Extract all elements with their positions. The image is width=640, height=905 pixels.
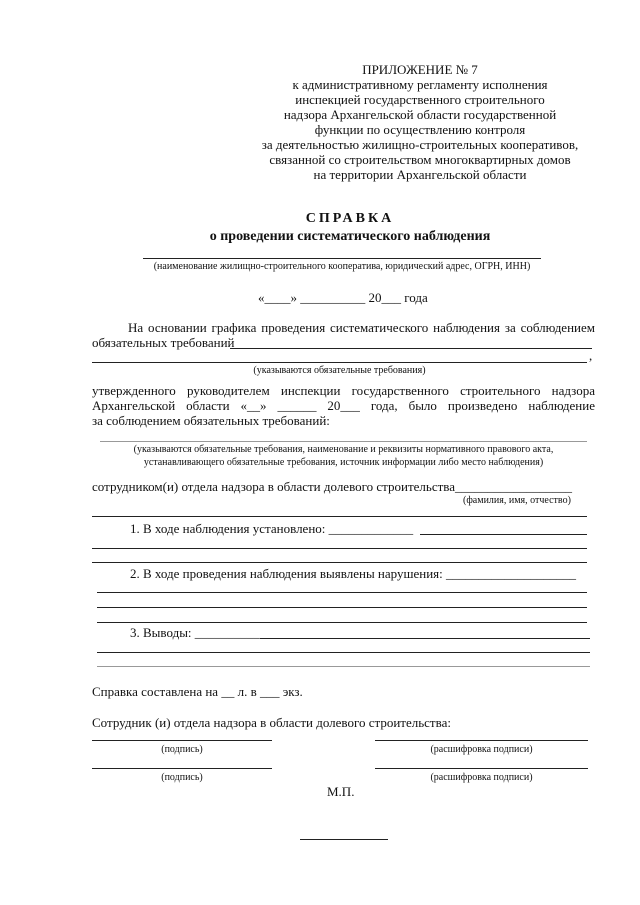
decoding-hint-2: (расшифровка подписи) xyxy=(430,772,533,783)
observation-hint-1: (указываются обязательные требования, наименование и реквизиты нормативного правового акта, xyxy=(133,444,554,455)
item-2-field-line-4[interactable] xyxy=(97,622,587,623)
approved-line-3: за соблюдением обязательных требований: xyxy=(92,413,330,428)
observation-hint-2: устанавливающего обязательные требования, источник информации либо место наблюдения) xyxy=(143,457,544,468)
basis-line-2: обязательных требований xyxy=(92,335,235,350)
appendix-line: ПРИЛОЖЕНИЕ № 7 xyxy=(362,62,478,77)
item-2-field-line-3[interactable] xyxy=(97,607,587,608)
appendix-line: связанной со строительством многоквартирных домов xyxy=(269,152,571,167)
staff-field-continued[interactable] xyxy=(92,516,587,517)
item-3-field-line-3[interactable] xyxy=(97,666,590,667)
item-1-field-line-3[interactable] xyxy=(92,562,587,563)
decoding-field-2[interactable] xyxy=(375,768,588,769)
basis-line-1: На основании графика проведения систематического наблюдения за соблюдением xyxy=(128,320,595,335)
document-title: СПРАВКА xyxy=(305,211,395,226)
appendix-line: функции по осуществлению контроля xyxy=(314,122,526,137)
item-2-field-line-2[interactable] xyxy=(97,592,587,593)
item-3-field-line-2[interactable] xyxy=(97,652,590,653)
observation-details-field[interactable] xyxy=(100,441,587,442)
signature-field-1[interactable] xyxy=(92,740,272,741)
item-1-field[interactable] xyxy=(420,534,587,535)
item-3-field[interactable] xyxy=(260,638,590,639)
footer-rule xyxy=(300,839,388,840)
date-line: «____» __________ 20___ года xyxy=(258,290,428,305)
staff-line: сотрудником(и) отдела надзора в области долевого строительства__________________ xyxy=(92,479,573,494)
item-2: 2. В ходе проведения наблюдения выявлены нарушения: ____________________ xyxy=(130,566,577,581)
coop-name-field[interactable] xyxy=(143,258,541,259)
approved-line-2: Архангельской области «__» ______ 20___ года, было произведено наблюдение xyxy=(92,398,595,413)
signature-hint-1: (подпись) xyxy=(161,744,203,755)
requirements-hint: (указываются обязательные требования) xyxy=(253,365,426,376)
staff-hint: (фамилия, имя, отчество) xyxy=(463,495,571,506)
appendix-line: к административному регламенту исполнения xyxy=(292,77,548,92)
appendix-line: за деятельностью жилищно-строительных кооперативов, xyxy=(261,137,579,152)
copies-line: Справка составлена на __ л. в ___ экз. xyxy=(92,684,303,699)
approved-line-1: утвержденного руководителем инспекции государственного строительного надзора xyxy=(92,383,595,398)
comma: , xyxy=(589,348,593,363)
signature-hint-2: (подпись) xyxy=(161,772,203,783)
appendix-line: на территории Архангельской области xyxy=(313,167,527,182)
item-1: 1. В ходе наблюдения установлено: _____________ xyxy=(130,521,414,536)
decoding-hint-1: (расшифровка подписи) xyxy=(430,744,533,755)
item-1-field-line-2[interactable] xyxy=(92,548,587,549)
document-subtitle: о проведении систематического наблюдения xyxy=(209,229,491,244)
decoding-field-1[interactable] xyxy=(375,740,588,741)
item-3: 3. Выводы: __________ xyxy=(130,625,260,640)
appendix-block xyxy=(250,62,590,182)
appendix-line: инспекцией государственного строительного xyxy=(295,92,545,107)
employee-line: Сотрудник (и) отдела надзора в области долевого строительства: xyxy=(92,715,451,730)
coop-name-hint: (наименование жилищно-строительного кооператива, юридический адрес, ОГРН, ИНН) xyxy=(153,261,531,272)
signature-field-2[interactable] xyxy=(92,768,272,769)
stamp-label: М.П. xyxy=(327,784,355,799)
requirements-field[interactable] xyxy=(230,348,592,349)
appendix-line: надзора Архангельской области государственной xyxy=(283,107,557,122)
requirements-field-continued[interactable] xyxy=(92,362,587,363)
